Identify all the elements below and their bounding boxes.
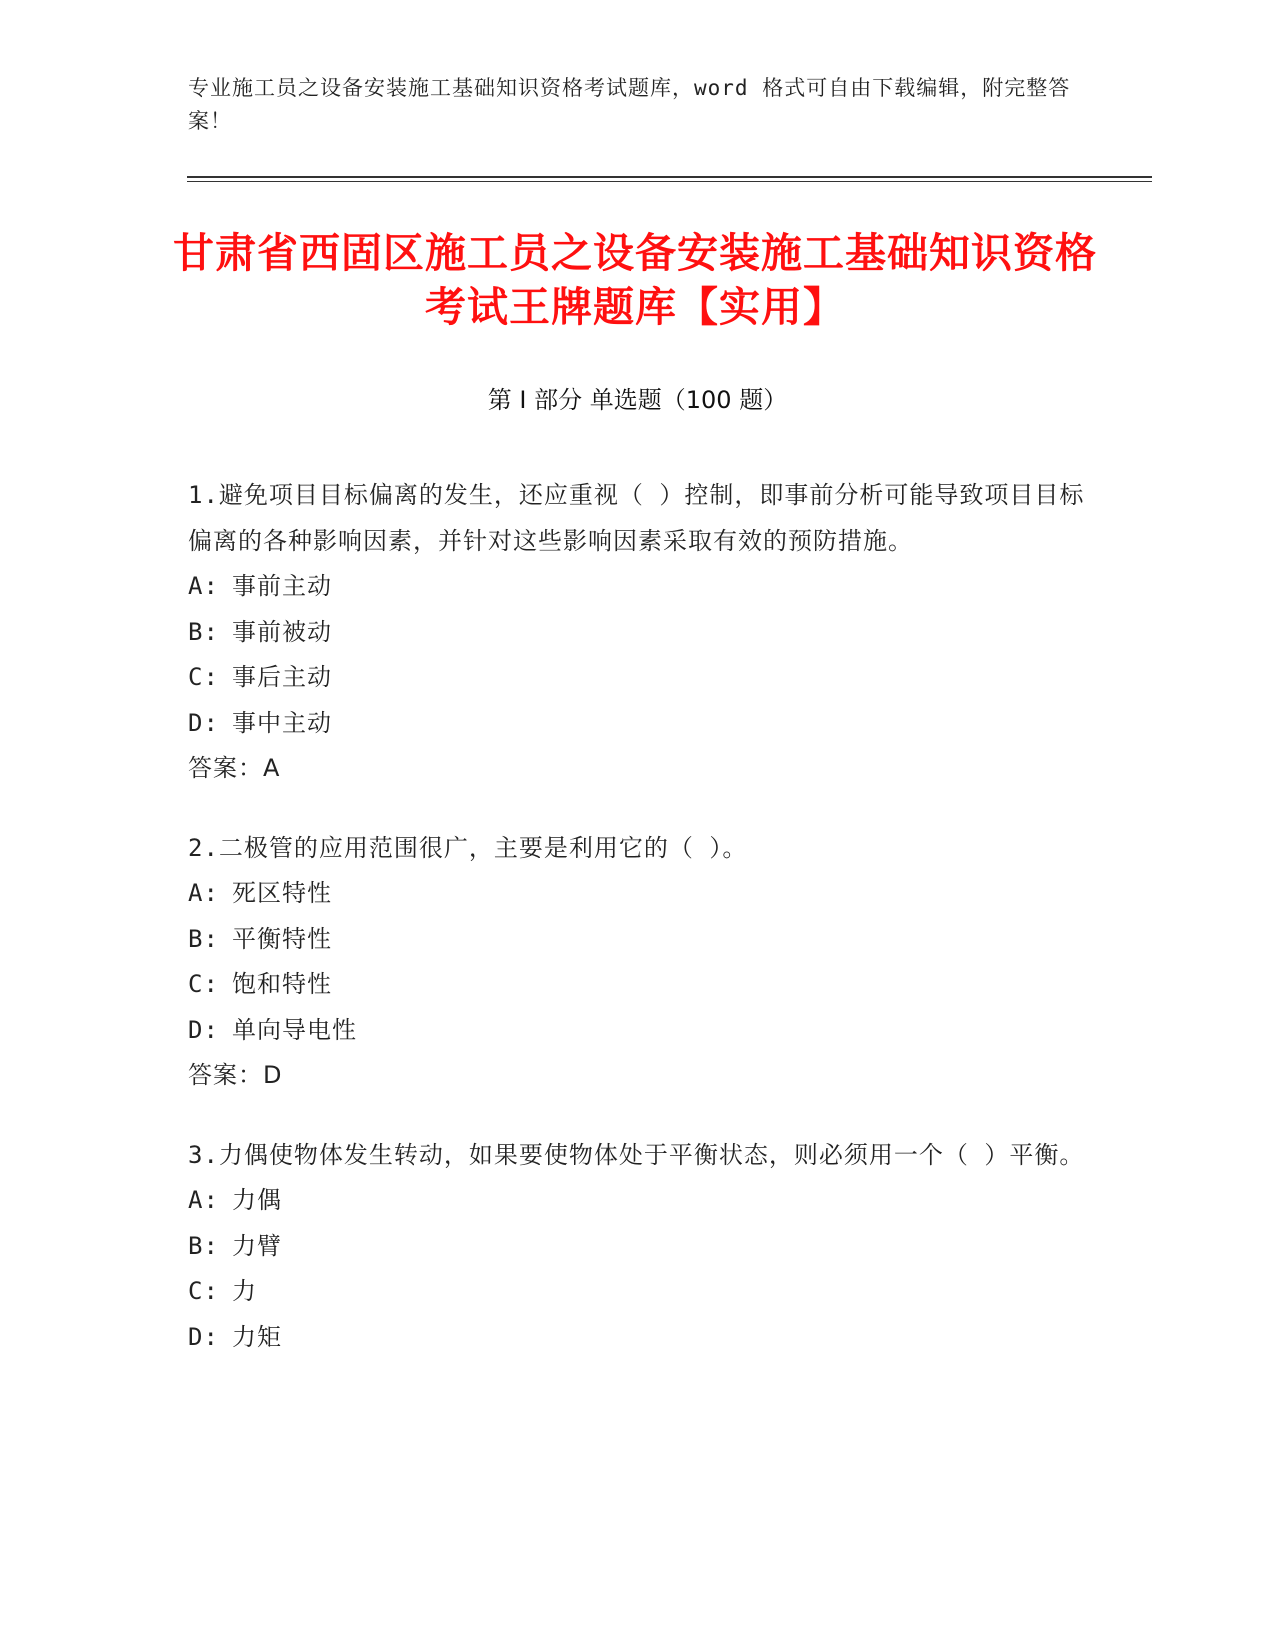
question-text — [188, 1133, 1088, 1179]
option-b — [188, 917, 1088, 963]
option-text: 死区特性 — [232, 879, 332, 907]
option-letter: C: — [188, 1277, 219, 1305]
page-title: 甘肃省西固区施工员之设备安装施工基础知识资格考试王牌题库【实用】 — [173, 229, 1097, 331]
question-number: 2. — [188, 833, 219, 862]
question-number: 3. — [188, 1140, 219, 1169]
answer-line: 答案：D — [188, 1061, 283, 1089]
option-letter: A: — [188, 1186, 219, 1214]
option-text: 饱和特性 — [232, 970, 332, 998]
question-body: 二极管的应用范围很广，主要是利用它的（ ）。 — [218, 833, 748, 862]
question-body: 避免项目目标偏离的发生，还应重视（ ）控制，即事前分析可能导致项目目标偏离的各种影响因素，并针对这些影响因素采取有效的预防措施。 — [188, 481, 1085, 555]
option-text: 事中主动 — [232, 708, 332, 737]
option-letter: D: — [188, 708, 219, 737]
question-2 — [188, 826, 1088, 1099]
option-d — [188, 1315, 1088, 1361]
option-letter: C: — [188, 970, 219, 998]
option-text: 单向导电性 — [232, 1015, 357, 1044]
option-text: 力臂 — [232, 1231, 282, 1260]
option-c — [188, 1269, 1088, 1315]
option-letter: B: — [188, 617, 219, 646]
header-rule-thin — [187, 181, 1152, 182]
option-c — [188, 655, 1088, 701]
option-text: 平衡特性 — [232, 924, 332, 953]
option-text: 力矩 — [232, 1322, 282, 1351]
answer-line: 答案：A — [188, 754, 281, 782]
option-letter: A: — [188, 879, 219, 907]
option-d — [188, 701, 1088, 747]
option-c — [188, 962, 1088, 1008]
option-text: 事后主动 — [232, 663, 332, 691]
question-3 — [188, 1133, 1088, 1361]
option-d — [188, 1008, 1088, 1054]
option-text: 力偶 — [232, 1186, 282, 1214]
option-a — [188, 1178, 1088, 1224]
question-list — [188, 473, 1088, 1394]
option-text: 事前主动 — [232, 572, 332, 600]
option-letter: A: — [188, 572, 219, 600]
header-rule-thick — [187, 176, 1152, 178]
option-letter: D: — [188, 1015, 219, 1044]
option-text: 事前被动 — [232, 617, 332, 646]
option-letter: B: — [188, 924, 219, 953]
section-title: 第 I 部分 单选题（100 题） — [487, 386, 788, 414]
option-b — [188, 1224, 1088, 1270]
question-text — [188, 473, 1088, 564]
option-text: 力 — [232, 1277, 257, 1305]
option-letter: D: — [188, 1322, 219, 1351]
option-letter: C: — [188, 663, 219, 691]
option-b — [188, 610, 1088, 656]
header-note: 专业施工员之设备安装施工基础知识资格考试题库，word 格式可自由下载编辑，附完整答案！ — [188, 76, 1071, 133]
option-a — [188, 871, 1088, 917]
question-1 — [188, 473, 1088, 792]
option-letter: B: — [188, 1231, 219, 1260]
question-number: 1. — [188, 481, 219, 509]
option-a — [188, 564, 1088, 610]
question-body: 力偶使物体发生转动，如果要使物体处于平衡状态，则必须用一个（ ）平衡。 — [218, 1140, 1085, 1169]
question-text — [188, 826, 1088, 872]
